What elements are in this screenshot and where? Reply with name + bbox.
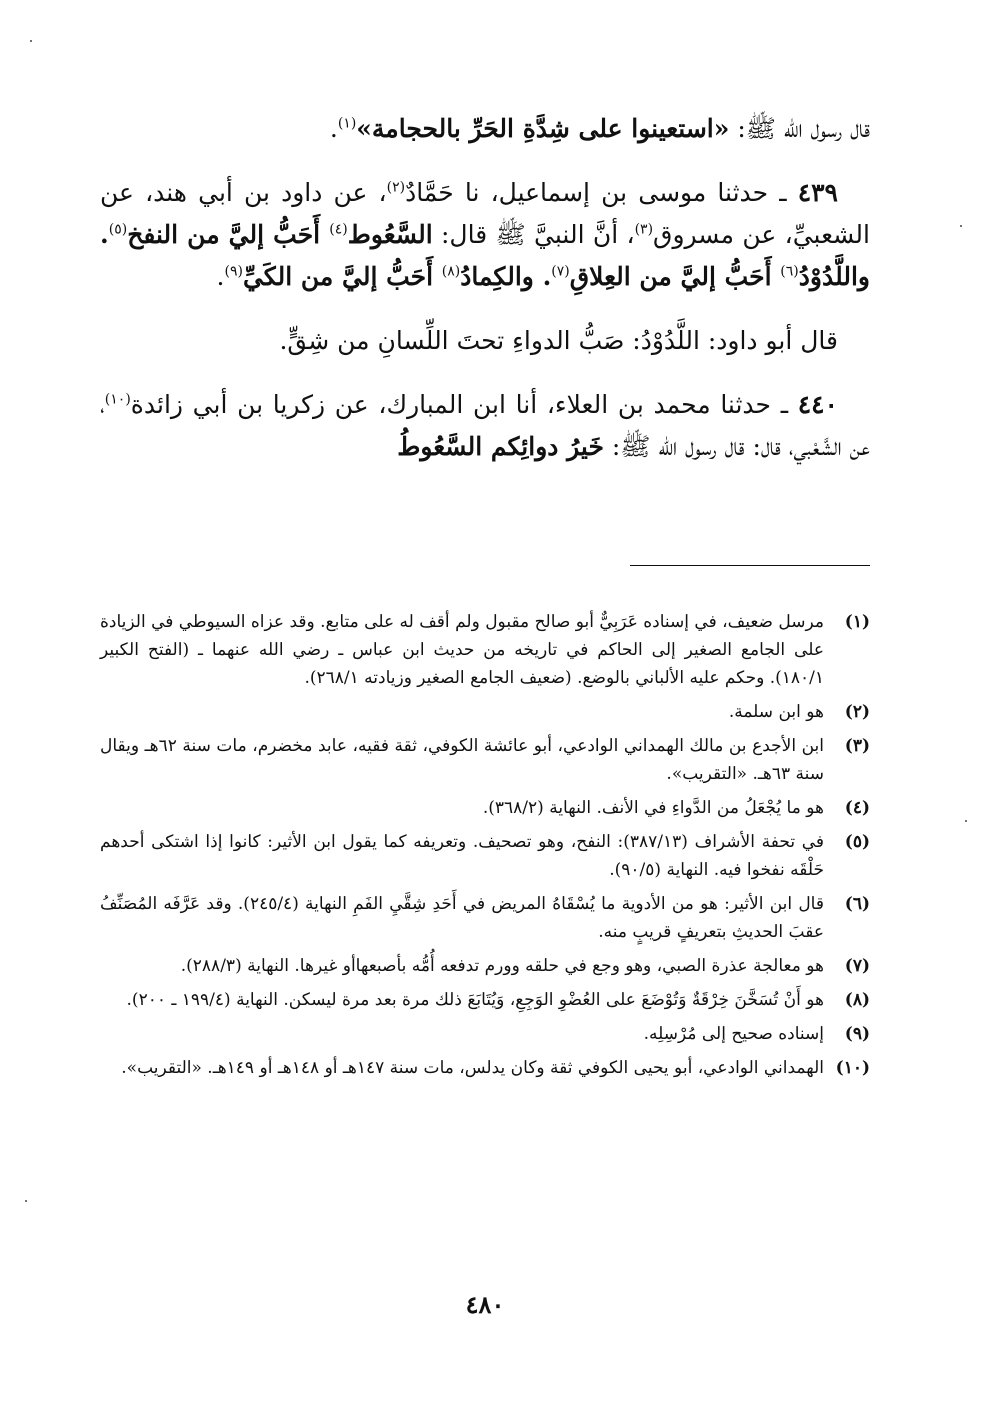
hadith-440	[100, 384, 870, 468]
abu-dawud-note: قال أبو داود: اللَّدُوْدُ: صَبُّ الدواءِ تحتَ اللِّسانِ من شِقٍّ.	[279, 326, 838, 355]
footnote-number: (٩)	[844, 1024, 870, 1044]
main-text	[100, 108, 870, 490]
footnote-number: (٢)	[844, 702, 870, 722]
hadith-439-end: .	[216, 262, 225, 291]
footnote-1	[100, 608, 870, 692]
footnote-text: قال ابن الأثير: هو من الأدوية ما يُسْقَاهُ المريض في أَحَدِ شِقَّيِ الفَمِ النهاية (٢٤٥/٤). وقد عَرَّفَه المُصَنِّفُ عقبَ الحديثِ بتعريفٍ قريبٍ منه.	[100, 894, 824, 942]
hadith-439	[100, 172, 870, 298]
intro-hadith-quote: «استعينوا على شِدَّةِ الحَرِّ بالحجامة»	[356, 114, 730, 143]
hadith-439-chain-2: ، عن داود بن أبي هند، عن الشعبيِّ، عن مسروق	[100, 178, 870, 249]
footnote-ref-3: (٣)	[634, 221, 654, 238]
hadith-439-text-5: . والكِمادُ	[460, 262, 552, 291]
footnotes	[100, 608, 870, 1088]
footnote-ref-9: (٩)	[224, 263, 243, 280]
footnote-ref-2: (٢)	[386, 179, 406, 196]
footnote-ref-6: (٦)	[780, 263, 799, 280]
footnote-5	[100, 828, 870, 884]
hadith-439-text-1: السَّعُوط	[347, 220, 433, 249]
footnote-number: (٦)	[844, 894, 870, 914]
footnote-ref-7: (٧)	[551, 263, 570, 280]
footnote-text: الهمداني الوادعي، أبو يحيى الكوفي ثقة وكان يدلس، مات سنة ١٤٧هـ أو ١٤٨هـ أو ١٤٩هـ. «التقريب».	[121, 1058, 824, 1078]
footnote-ref-1: (١)	[337, 115, 357, 132]
footnote-text: في تحفة الأشراف (٣٨٧/١٣): النفح، وهو تصحيف. وتعريفه كما يقول ابن الأثير: كانوا إذا اشتكى أحدهم حَلْقَه نفخوا فيه. النهاية (٩٠/٥).	[100, 832, 825, 880]
scan-speck	[30, 40, 32, 42]
hadith-439-text-2: أَحَبُّ إليَّ من النفخ	[127, 220, 330, 249]
footnote-ref-8: (٨)	[441, 263, 461, 280]
footnote-text: هو معالجة عذرة الصبي، وهو وجع في حلقه وورم تدفعه أُمُّه بأصبعهاأو غيرها. النهاية (٢٨٨/٣).	[180, 956, 824, 976]
footnote-ref-5: (٥)	[108, 221, 128, 238]
page-number: ٤٨٠	[465, 1290, 505, 1319]
footnote-10	[100, 1054, 870, 1082]
footnote-number: (٤)	[844, 798, 870, 818]
hadith-440-chain-2: ، عن الشَّعْبي، قال: قال رسول الله ﷺ:	[100, 390, 870, 461]
footnote-3	[100, 732, 870, 788]
footnote-divider	[630, 565, 870, 566]
footnote-4	[100, 794, 870, 822]
footnote-ref-4: (٤)	[329, 221, 348, 238]
intro-plain-text: قال رسول الله ﷺ:	[729, 114, 870, 143]
footnote-text: مرسل ضعيف، في إسناده عَرَبِيٌّ أبو صالح مقبول ولم أقف له على متابع. وقد عزاه السيوطي في الزيادة على الجامع الصغير إلى الحاكم في تاريخه من حديث ابن عباس ـ رضي الله عنهما ـ (الفتح الكبير ١٨٠/١). وحكم عليه الألباني بالوضع. (ضعيف الجامع الصغير وزيادته ٢٦٨/١).	[100, 612, 824, 688]
footnote-6	[100, 890, 870, 946]
hadith-440-chain-1: ـ حدثنا محمد بن العلاء، أنا ابن المبارك، عن زكريا بن أبي زائدة	[130, 390, 798, 419]
footnote-ref-10: (١٠)	[104, 391, 131, 408]
hadith-439-chain-1: ـ حدثنا موسى بن إسماعيل، نا حَمَّادٌ	[405, 178, 798, 207]
document-page	[100, 0, 870, 1406]
footnote-8	[100, 986, 870, 1014]
footnote-9	[100, 1020, 870, 1048]
scan-speck	[960, 225, 962, 227]
footnote-2	[100, 698, 870, 726]
hadith-439-text-3: . واللَّدُوْدُ	[100, 220, 870, 291]
intro-line	[100, 108, 870, 150]
footnote-number: (١٠)	[835, 1058, 870, 1078]
footnote-text: هو ابن سلمة.	[728, 702, 824, 722]
scan-speck	[25, 1200, 27, 1202]
footnote-number: (٣)	[844, 736, 870, 756]
hadith-number-440: ٤٤٠	[797, 390, 838, 419]
hadith-439-chain-3: ، أنَّ النبيَّ ﷺ قال:	[432, 220, 635, 249]
hadith-number-439: ٤٣٩	[797, 178, 838, 207]
footnote-text: هو أَنْ تُسَخَّنَ خِرْقَةٌ وَتُوْضَعَ على العُضْوِ الوَجِعِ، وَيُتَابَعَ ذلك مرة بعد مرة ليسكن. النهاية (١٩٩/٤ ـ ٢٠٠).	[126, 990, 824, 1010]
footnote-number: (١)	[844, 612, 870, 632]
footnote-number: (٥)	[844, 832, 870, 852]
intro-end: .	[329, 114, 338, 143]
footnote-text: ابن الأجدع بن مالك الهمداني الوادعي، أبو عائشة الكوفي، ثقة فقيه، عابد مخضرم، مات سنة ٦٢هـ ويقال سنة ٦٣هـ. «التقريب».	[100, 736, 824, 784]
scan-speck	[965, 820, 967, 822]
footnote-text: هو ما يُجْعَلُ من الدَّواءِ في الأنف. النهاية (٣٦٨/٢).	[482, 798, 824, 818]
hadith-440-text: خَيرُ دوائِكم السَّعُوطُ	[397, 432, 604, 461]
hadith-439-text-4: أَحَبُّ إليَّ من العِلاقِ	[569, 262, 781, 291]
footnote-7	[100, 952, 870, 980]
footnote-number: (٧)	[844, 956, 870, 976]
footnote-text: إسناده صحيح إلى مُرْسِلِه.	[643, 1024, 824, 1044]
footnote-number: (٨)	[844, 990, 870, 1010]
hadith-439-text-6: أَحَبُّ إليَّ من الكَيِّ	[242, 262, 442, 291]
